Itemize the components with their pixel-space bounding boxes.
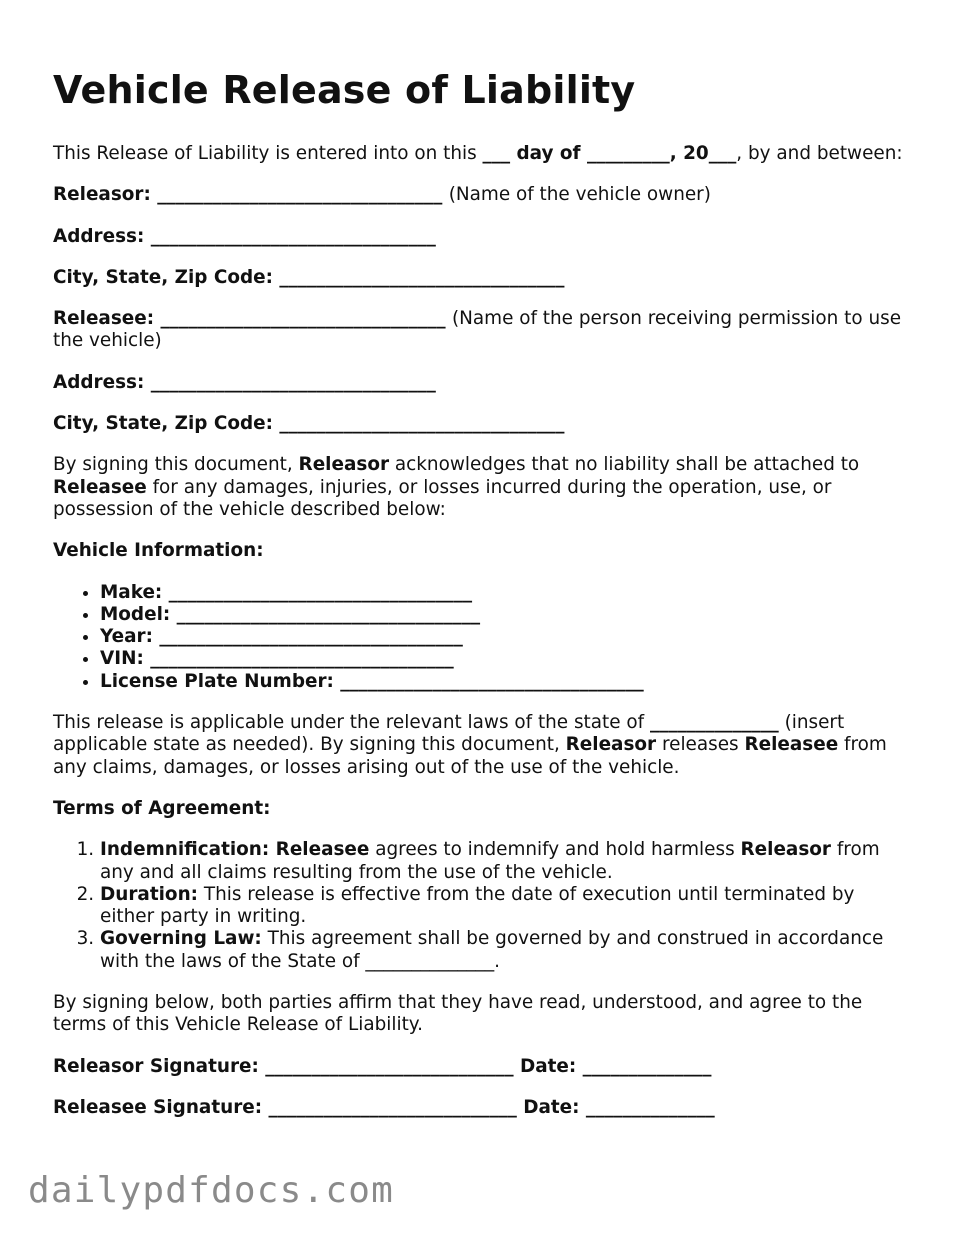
releasee-date-blank: ______________	[579, 1096, 715, 1118]
vehicle-item-vin	[100, 648, 903, 670]
releasor-city-line	[53, 267, 903, 289]
term-3-text: This agreement shall be governed by and construed in accordance with the laws of the State of ______________.	[100, 928, 884, 972]
ack-releasor: Releasor	[298, 454, 390, 476]
term-3-title: Governing Law:	[100, 928, 262, 950]
releasor-blank: _______________________________	[150, 184, 449, 206]
applicable-text-2: (insert applicable state as needed). By signing this document,	[53, 712, 845, 756]
vehicle-item-make	[100, 582, 903, 604]
year-blank: _________________________________	[152, 626, 463, 648]
releasor-signature-label: Releasor Signature:	[53, 1055, 259, 1077]
intro-text: This Release of Liability is entered into on this	[53, 143, 483, 164]
releasor-signature-blank: ___________________________	[258, 1055, 520, 1077]
releasee-address-line	[53, 372, 903, 394]
ack-text-3: for any damages, injuries, or losses incurred during the operation, use, or possession of the vehicle described below:	[53, 476, 832, 520]
term-2-text: This release is effective from the date of execution until terminated by either party in writing.	[100, 883, 855, 928]
releasee-signature-line	[53, 1097, 903, 1119]
releasor-address-label: Address:	[53, 225, 145, 247]
vehicle-item-model	[100, 604, 903, 626]
watermark: dailypdfdocs.com	[28, 1170, 394, 1211]
releasee-line	[53, 308, 903, 353]
releasee-date-label: Date:	[523, 1096, 580, 1118]
releasee-address-label: Address:	[53, 371, 145, 393]
term-1-text: agrees to indemnify and hold harmless	[369, 839, 741, 861]
term-2-title: Duration:	[100, 883, 199, 905]
acknowledgement-paragraph	[53, 454, 903, 521]
affirm-paragraph: By signing below, both parties affirm that they have read, understood, and agree to the terms of this Vehicle Release of Liability.	[53, 992, 863, 1036]
ack-text-2: acknowledges that no liability shall be attached to	[389, 454, 860, 476]
year-label: Year:	[100, 626, 153, 648]
vehicle-list	[53, 582, 903, 693]
applicable-text-3: releases	[656, 734, 745, 756]
make-blank: _________________________________	[162, 581, 473, 603]
applicable-text-4: from any claims, damages, or losses arising out of the use of the vehicle.	[53, 734, 887, 778]
releasor-address-line	[53, 226, 903, 248]
vin-blank: _________________________________	[143, 648, 454, 670]
applicable-text-1: This release is applicable under the relevant laws of the state of	[53, 712, 650, 734]
plate-blank: _________________________________	[333, 670, 644, 692]
releasor-line	[53, 184, 903, 206]
term-1-title: Indemnification: Releasee	[100, 839, 370, 861]
applicable-releasor: Releasor	[565, 734, 657, 756]
vehicle-heading	[53, 540, 903, 562]
releasor-date-blank: ______________	[576, 1055, 712, 1077]
term-1-releasor: Releasor	[740, 839, 831, 861]
model-blank: _________________________________	[170, 603, 481, 625]
model-label: Model:	[100, 603, 171, 625]
releasee-note: (Name of the person receiving permission to use the vehicle)	[53, 308, 902, 352]
term-1-text-end: from any and all claims resulting from the use of the vehicle.	[100, 839, 880, 883]
releasor-city-label: City, State, Zip Code:	[53, 266, 273, 288]
releasor-label: Releasor:	[53, 184, 151, 206]
intro-date-blank: ___ day of _________, 20___	[482, 143, 737, 164]
applicable-state-blank: ______________	[649, 712, 779, 734]
terms-heading-text: Terms of Agreement:	[53, 797, 271, 819]
terms-heading	[53, 798, 903, 820]
ack-text-1: By signing this document,	[53, 454, 299, 476]
releasee-city-blank: _______________________________	[272, 413, 565, 435]
releasor-signature-line	[53, 1056, 903, 1078]
ack-releasee: Releasee	[53, 476, 147, 498]
releasor-city-blank: _______________________________	[272, 266, 565, 288]
releasee-city-label: City, State, Zip Code:	[53, 413, 273, 435]
releasee-label: Releasee:	[53, 308, 155, 330]
applicable-releasee: Releasee	[744, 734, 839, 756]
term-governing-law	[100, 928, 903, 973]
vehicle-item-plate	[100, 671, 903, 693]
document-title: Vehicle Release of Liability	[53, 68, 636, 112]
intro-text-end: , by and between:	[736, 143, 903, 164]
vin-label: VIN:	[100, 648, 144, 670]
term-duration	[100, 884, 903, 929]
releasor-note: (Name of the vehicle owner)	[448, 184, 711, 206]
term-indemnification	[100, 839, 903, 884]
releasee-signature-blank: ___________________________	[262, 1096, 524, 1118]
vehicle-heading-text: Vehicle Information:	[53, 540, 264, 562]
releasor-date-label: Date:	[519, 1055, 577, 1077]
releasee-blank: _______________________________	[154, 308, 452, 330]
make-label: Make:	[100, 581, 163, 603]
applicable-paragraph	[53, 712, 903, 779]
plate-label: License Plate Number:	[100, 670, 334, 692]
releasee-city-line	[53, 413, 903, 435]
intro-paragraph	[53, 143, 903, 165]
terms-list	[53, 839, 903, 973]
releasor-address-blank: _______________________________	[144, 225, 436, 247]
releasee-address-blank: _______________________________	[144, 371, 436, 393]
releasee-signature-label: Releasee Signature:	[53, 1096, 263, 1118]
document-page	[53, 66, 903, 1138]
vehicle-item-year	[100, 626, 903, 648]
